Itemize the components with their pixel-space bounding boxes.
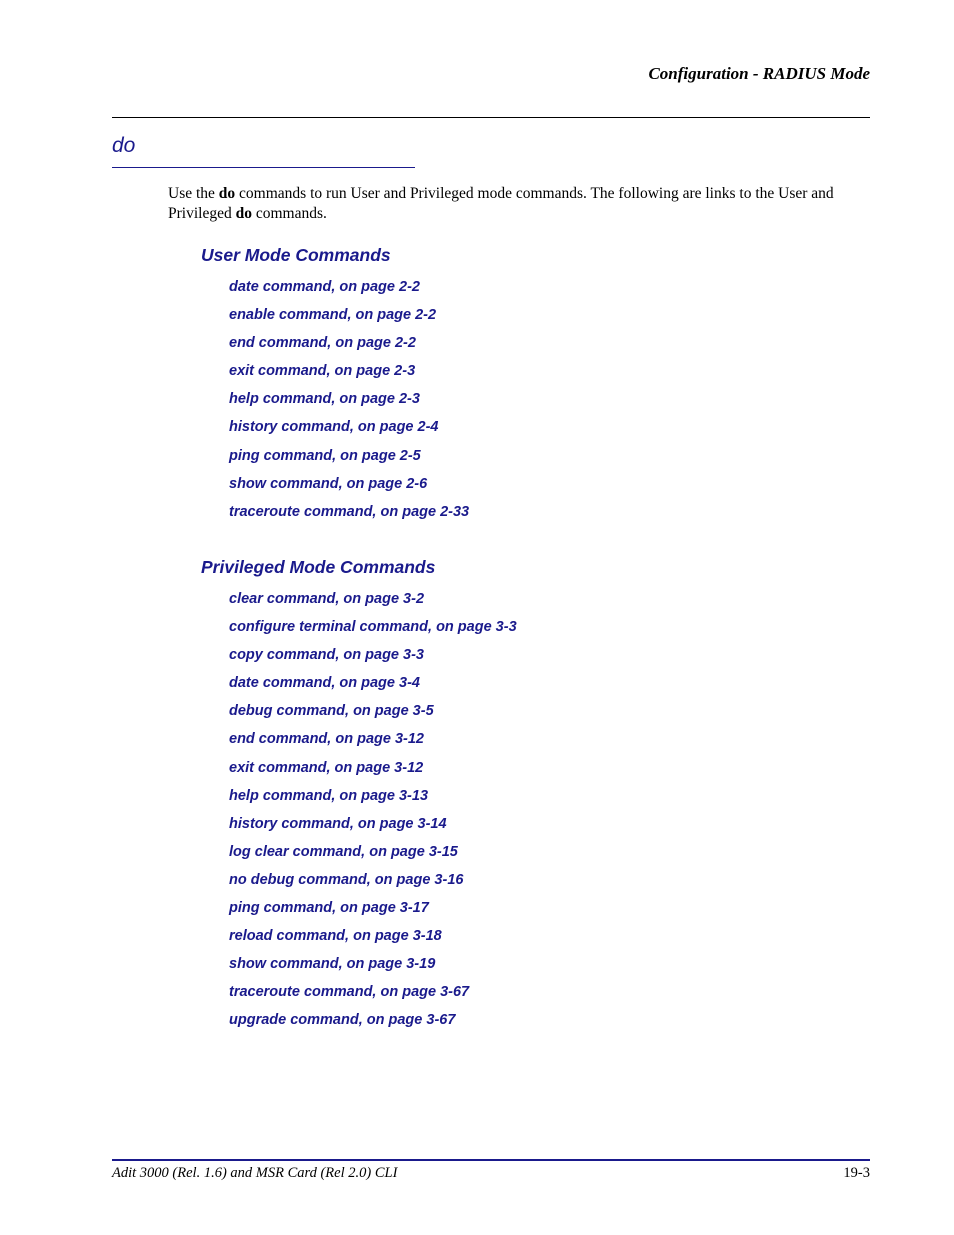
command-link[interactable]: help command, on page 2-3 bbox=[229, 391, 420, 408]
command-link[interactable]: history command, on page 2-4 bbox=[229, 419, 439, 436]
intro-text-2: commands to run User and Privileged mode commands. The following are links to the User and Privileged bbox=[168, 185, 834, 222]
command-link[interactable]: log clear command, on page 3-15 bbox=[229, 843, 458, 860]
command-link[interactable]: traceroute command, on page 3-67 bbox=[229, 984, 470, 1001]
command-link[interactable]: ping command, on page 3-17 bbox=[229, 900, 429, 917]
command-link[interactable]: date command, on page 2-2 bbox=[229, 279, 420, 295]
running-header: Configuration - RADIUS Mode bbox=[648, 64, 870, 83]
intro-paragraph bbox=[168, 184, 870, 224]
footer-document-title: Adit 3000 (Rel. 1.6) and MSR Card (Rel 2.0) CLI bbox=[112, 1165, 398, 1181]
privileged-mode-heading: Privileged Mode Commands bbox=[201, 557, 436, 577]
command-link[interactable]: no debug command, on page 3-16 bbox=[229, 871, 464, 888]
intro-text-1: Use the bbox=[168, 185, 219, 202]
command-link[interactable]: traceroute command, on page 2-33 bbox=[229, 503, 470, 520]
intro-bold-1: do bbox=[218, 185, 236, 202]
command-link[interactable]: help command, on page 3-13 bbox=[229, 787, 429, 804]
header-rule bbox=[112, 117, 870, 118]
user-mode-heading: User Mode Commands bbox=[201, 245, 391, 265]
section-title: do bbox=[112, 134, 136, 157]
command-link[interactable]: exit command, on page 2-3 bbox=[229, 363, 416, 380]
command-link[interactable]: exit command, on page 3-12 bbox=[229, 759, 424, 776]
command-link[interactable]: reload command, on page 3-18 bbox=[229, 928, 442, 945]
command-link[interactable]: end command, on page 3-12 bbox=[229, 731, 424, 748]
command-link[interactable]: date command, on page 3-4 bbox=[229, 675, 420, 692]
command-link[interactable]: clear command, on page 3-2 bbox=[229, 591, 425, 607]
command-link[interactable]: end command, on page 2-2 bbox=[229, 335, 416, 352]
privileged-mode-link-list bbox=[229, 589, 517, 1039]
intro-text-3: commands. bbox=[251, 205, 327, 222]
command-link[interactable]: upgrade command, on page 3-67 bbox=[229, 1012, 456, 1029]
command-link[interactable]: copy command, on page 3-3 bbox=[229, 647, 424, 664]
command-link[interactable]: debug command, on page 3-5 bbox=[229, 703, 434, 720]
page-number: 19-3 bbox=[843, 1165, 870, 1181]
intro-bold-2: do bbox=[235, 205, 252, 222]
command-link[interactable]: configure terminal command, on page 3-3 bbox=[229, 619, 517, 636]
command-link[interactable]: history command, on page 3-14 bbox=[229, 815, 447, 832]
command-link[interactable]: show command, on page 2-6 bbox=[229, 475, 428, 492]
command-link[interactable]: show command, on page 3-19 bbox=[229, 956, 436, 973]
footer-rule bbox=[112, 1159, 870, 1161]
user-mode-link-list bbox=[229, 277, 469, 530]
command-link[interactable]: ping command, on page 2-5 bbox=[229, 447, 421, 464]
section-title-rule bbox=[112, 167, 415, 168]
command-link[interactable]: enable command, on page 2-2 bbox=[229, 307, 437, 324]
